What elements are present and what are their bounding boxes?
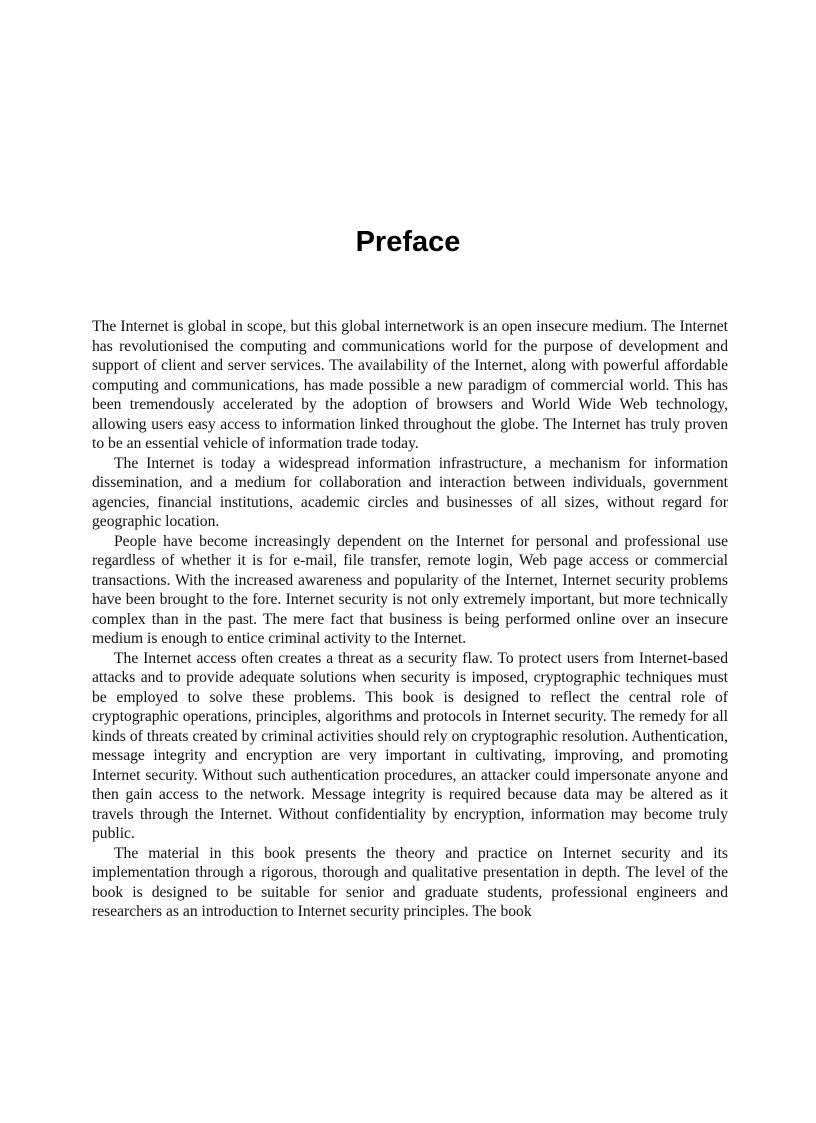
preface-body bbox=[92, 317, 728, 922]
paragraph: The Internet is global in scope, but this global internetwork is an open insecure medium. The Internet has revolutionised the computing and communications world for the purpose of development and support of client and server services. The availability of the Internet, along with powerful affordable computing and communications, has made possible a new paradigm of commercial world. This has been tremendously accelerated by the adoption of browsers and World Wide Web technology, allowing users easy access to information linked throughout the globe. The Internet has truly proven to be an essential vehicle of information trade today. bbox=[92, 318, 728, 452]
paragraph: People have become increasingly dependent on the Internet for personal and professional use regardless of whether it is for e-mail, file transfer, remote login, Web page access or commercial transactions. With the increased awareness and popularity of the Internet, Internet security problems have been brought to the fore. Internet security is not only extremely important, but more technically complex than in the past. The mere fact that business is being performed online over an insecure medium is enough to entice criminal activity to the Internet. bbox=[92, 532, 728, 647]
paragraph: The Internet is today a widespread information infrastructure, a mechanism for information dissemination, and a medium for collaboration and interaction between individuals, government agencies, financial institutions, academic circles and businesses of all sizes, without regard for geographic location. bbox=[92, 454, 728, 530]
paragraph: The Internet access often creates a threat as a security flaw. To protect users from Internet-based attacks and to provide adequate solutions when security is imposed, cryptographic techniques must be employed to solve these problems. This book is designed to reflect the central role of cryptographic operations, principles, algorithms and protocols in Internet security. The remedy for all kinds of threats created by criminal activities should rely on cryptographic resolution. Authentication, message integrity and encryption are very important in cultivating, improving, and promoting Internet security. Without such authentication procedures, an attacker could impersonate anyone and then gain access to the network. Message integrity is required because data may be altered as it travels through the Internet. Without confidentiality by encryption, information may become truly public. bbox=[92, 649, 728, 842]
page-title: Preface bbox=[355, 226, 461, 258]
paragraph: The material in this book presents the theory and practice on Internet security and its implementation through a rigorous, thorough and qualitative presentation in depth. The level of the book is designed to be suitable for senior and graduate students, professional engineers and researchers as an introduction to Internet security principles. The book bbox=[92, 844, 728, 920]
